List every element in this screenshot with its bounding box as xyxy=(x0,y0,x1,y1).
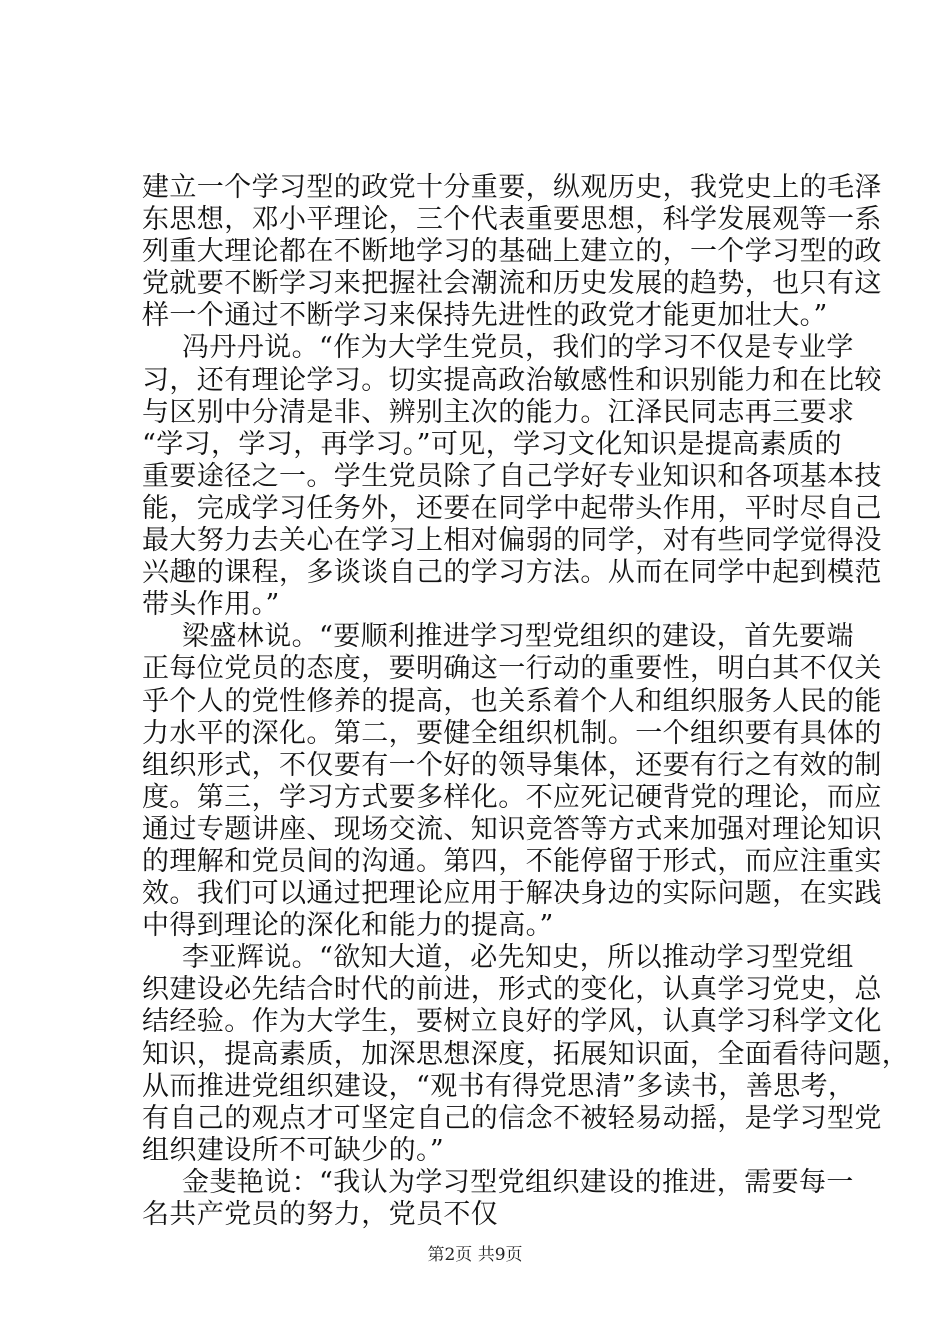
text-line: 结经验。作为大学生，要树立良好的学风，认真学习科学文化 xyxy=(142,1006,882,1038)
text-line: 织建设必先结合时代的前进，形式的变化，认真学习党史，总 xyxy=(142,974,882,1006)
text-line: 列重大理论都在不断地学习的基础上建立的，一个学习型的政 xyxy=(142,236,882,268)
text-line: 正每位党员的态度，要明确这一行动的重要性，明白其不仅关 xyxy=(142,653,882,685)
text-line: 组织形式，不仅要有一个好的领导集体，还要有行之有效的制 xyxy=(142,749,882,781)
text-line: 李亚辉说。“欲知大道，必先知史，所以推动学习型党组 xyxy=(182,942,854,974)
text-line: 冯丹丹说。“作为大学生党员，我们的学习不仅是专业学 xyxy=(182,332,854,364)
text-line: 梁盛林说。“要顺利推进学习型党组织的建设，首先要端 xyxy=(182,621,854,653)
document-body xyxy=(142,172,910,1231)
text-line: 重要途径之一。学生党员除了自己学好专业知识和各项基本技 xyxy=(142,460,882,492)
text-line: 建立一个学习型的政党十分重要，纵观历史，我党史上的毛泽 xyxy=(142,172,882,203)
text-line: 与区别中分清是非、辨别主次的能力。江泽民同志再三要求 xyxy=(142,396,855,428)
text-line: 效。我们可以通过把理论应用于解决身边的实际问题，在实践 xyxy=(142,878,882,910)
text-line: 从而推进党组织建设，“观书有得党思清”多读书，善思考， xyxy=(142,1070,856,1102)
text-line: 带头作用。” xyxy=(142,589,280,621)
text-line: 习，还有理论学习。切实提高政治敏感性和识别能力和在比较 xyxy=(142,364,882,396)
text-line: 有自己的观点才可坚定自己的信念不被轻易动摇，是学习型党 xyxy=(142,1102,882,1134)
text-line: 中得到理论的深化和能力的提高。” xyxy=(142,910,554,942)
text-line: 样一个通过不断学习来保持先进性的政党才能更加壮大。” xyxy=(142,300,828,332)
text-line: 度。第三，学习方式要多样化。不应死记硬背党的理论，而应 xyxy=(142,781,882,813)
text-line: 的理解和党员间的沟通。第四，不能停留于形式，而应注重实 xyxy=(142,845,882,877)
text-line: 通过专题讲座、现场交流、知识竞答等方式来加强对理论知识 xyxy=(142,813,882,845)
text-line: 党就要不断学习来把握社会潮流和历史发展的趋势，也只有这 xyxy=(142,268,882,300)
text-line: 组织建设所不可缺少的。” xyxy=(142,1134,445,1166)
text-line: 能，完成学习任务外，还要在同学中起带头作用，平时尽自己 xyxy=(142,492,882,524)
text-line: 东思想，邓小平理论，三个代表重要思想，科学发展观等一系 xyxy=(142,204,882,236)
page-number-footer: 第2页 共9页 xyxy=(427,1245,523,1265)
text-line: 名共产党员的努力，党员不仅 xyxy=(142,1199,499,1230)
text-line: 乎个人的党性修养的提高，也关系着个人和组织服务人民的能 xyxy=(142,685,882,717)
text-line: 力水平的深化。第二，要健全组织机制。一个组织要有具体的 xyxy=(142,717,882,749)
text-line: 知识，提高素质，加深思想深度，拓展知识面，全面看待问题， xyxy=(142,1038,910,1070)
text-line: 兴趣的课程，多谈谈自己的学习方法。从而在同学中起到模范 xyxy=(142,557,882,589)
text-line: “学习，学习，再学习。”可见，学习文化知识是提高素质的 xyxy=(142,428,842,460)
text-line: 最大努力去关心在学习上相对偏弱的同学，对有些同学觉得没 xyxy=(142,525,882,557)
text-line: 金斐艳说：“我认为学习型党组织建设的推进，需要每一 xyxy=(182,1166,854,1198)
